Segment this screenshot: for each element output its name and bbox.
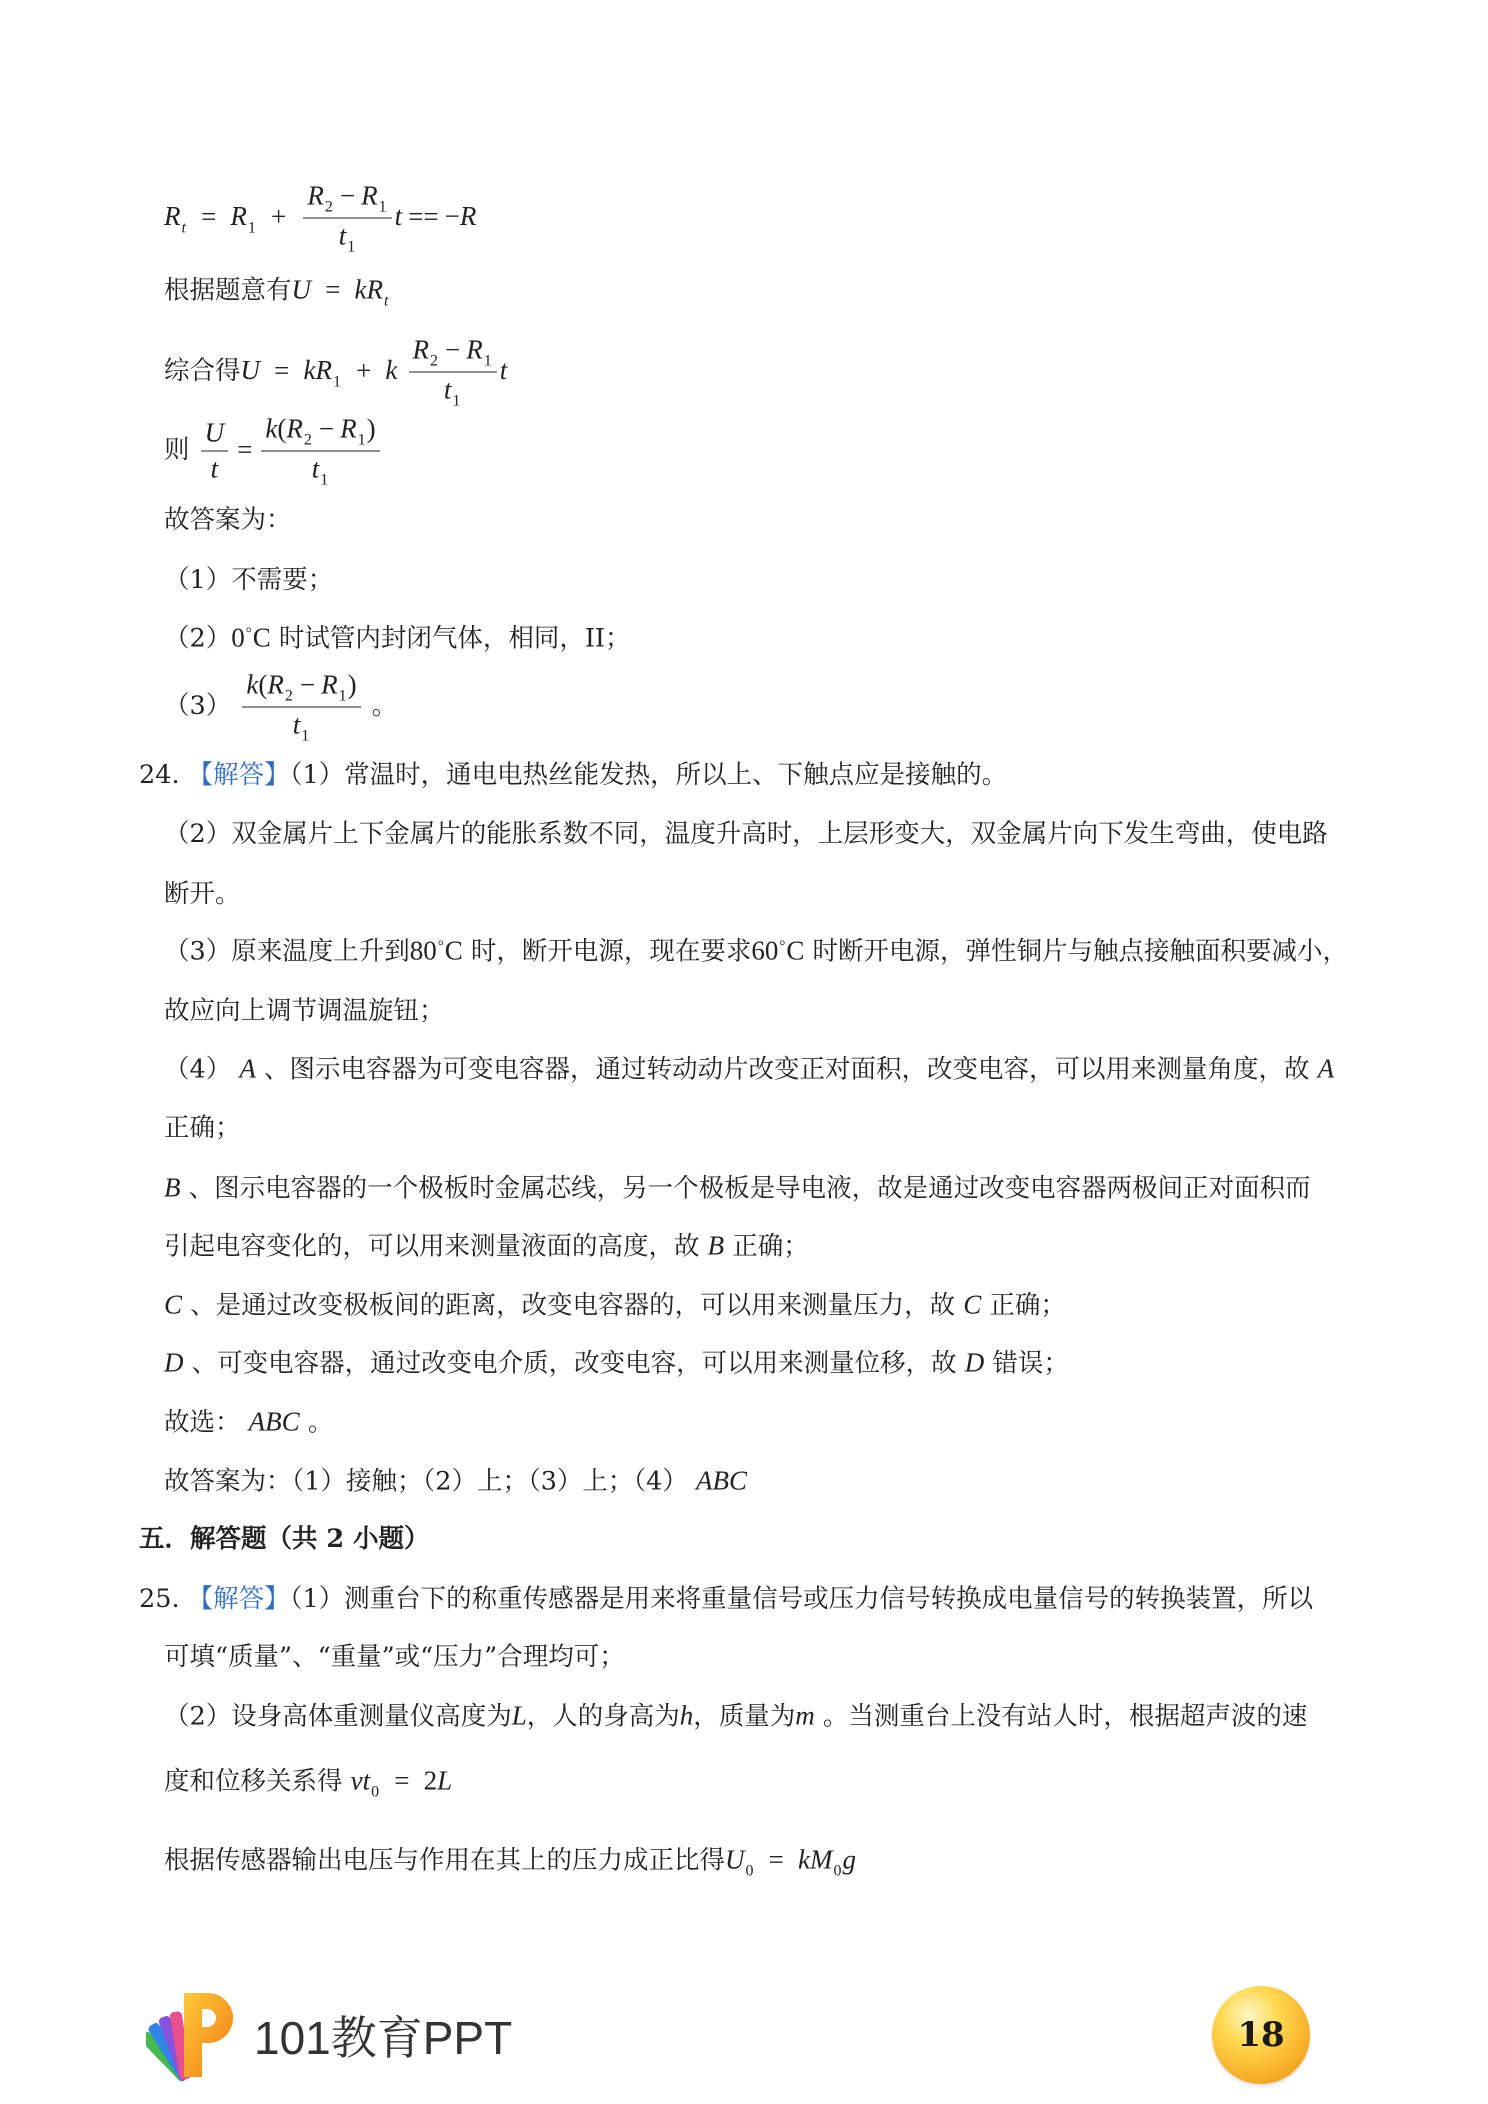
q24-line-3 — [164, 876, 241, 912]
line-text: 根据传感器输出电压与作用在其上的压力成正比得 — [164, 1845, 726, 1876]
answer-3 — [164, 670, 397, 745]
math-paren: ) — [347, 669, 357, 700]
math-subscript: 1 — [320, 471, 329, 489]
line-text: 。当测重台上没有站人时，根据超声波的速 — [822, 1701, 1308, 1732]
line-text: 、图示电容器的一个极板时金属芯线，另一个极板是导电液，故是通过改变电容器两极间正对面积而 — [188, 1173, 1311, 1204]
line-text: 度和位移关系得 — [164, 1766, 343, 1797]
math-symbol: k — [385, 355, 398, 385]
math-symbol: C — [164, 1289, 183, 1320]
degree-sign: ° — [779, 938, 786, 955]
q24-line-9 — [164, 1228, 809, 1265]
math-subscript: 1 — [483, 352, 492, 370]
question-number: 25. — [139, 1584, 180, 1614]
fraction-denominator — [409, 373, 497, 410]
math-operator: − — [444, 201, 460, 231]
question-number: 24. — [139, 760, 180, 790]
math-symbol: L — [511, 1700, 527, 1731]
math-subscript: t — [383, 292, 389, 310]
math-paren: ( — [277, 413, 287, 444]
footer-logo — [146, 1987, 512, 2083]
line-text: 综合得 — [164, 356, 241, 386]
q25-line-3 — [164, 1698, 1307, 1735]
q24-line-1 — [139, 757, 1007, 793]
solution-tag: 【解答】 — [187, 1584, 290, 1614]
q25-line-5 — [164, 1842, 856, 1883]
math-paren: ) — [366, 413, 376, 444]
math-unit: C — [786, 935, 805, 966]
math-symbol: k — [265, 413, 278, 444]
ratio-line — [164, 414, 383, 489]
line-text: （1）不需要； — [164, 565, 334, 595]
line-text: （2） — [164, 623, 232, 654]
math-operator: − — [445, 334, 461, 365]
math-subscript: t — [181, 219, 186, 236]
line-text: 故应向上调节调温旋钮； — [164, 996, 445, 1026]
q24-line-5 — [164, 993, 445, 1029]
math-symbol: B — [164, 1172, 181, 1203]
fraction-denominator — [261, 452, 379, 489]
math-operator: + — [356, 355, 372, 385]
line-text: 故答案为：（1）接触；（2）上；（3）上；（4） — [164, 1466, 688, 1497]
q24-line-2 — [164, 816, 1328, 852]
page-number-badge — [1212, 1986, 1310, 2084]
math-symbol: R — [340, 413, 357, 444]
math-symbol: t — [443, 374, 452, 405]
math-symbol: R — [466, 334, 483, 365]
math-symbol: U — [240, 355, 261, 385]
math-operator: = — [274, 355, 290, 385]
q24-line-6 — [164, 1051, 1334, 1088]
math-symbol: t — [210, 453, 219, 484]
math-symbol: L — [437, 1765, 453, 1796]
fraction-numerator — [261, 414, 379, 452]
math-unit: C — [444, 935, 463, 966]
math-symbol: U — [725, 1844, 745, 1875]
line-text: （3） — [164, 691, 232, 721]
math-symbol: R — [286, 413, 303, 444]
math-operator: = — [325, 274, 341, 305]
fraction-numerator — [201, 418, 229, 452]
math-symbol: kM — [797, 1844, 833, 1875]
math-symbol: t — [292, 709, 301, 740]
degree-sign: ° — [245, 625, 252, 642]
fraction-denominator — [201, 452, 229, 485]
math-symbol: kR — [303, 355, 332, 385]
math-symbol: t — [311, 453, 320, 484]
math-number: 80 — [409, 935, 437, 966]
math-symbol: m — [795, 1700, 815, 1731]
fraction-numerator — [303, 181, 391, 219]
line-text: 、是通过改变极板间的距离，改变电容器的，可以用来测量压力，故 — [190, 1290, 956, 1321]
line-text: 、可变电容器，通过改变电介质，改变电容，可以用来测量位移，故 — [191, 1348, 957, 1379]
page-number: 18 — [1237, 2015, 1285, 2055]
fraction-denominator — [242, 708, 360, 745]
math-subscript: 2 — [430, 352, 438, 370]
q24-line-12 — [164, 1404, 333, 1441]
math-subscript: 2 — [284, 687, 293, 705]
math-symbol: R — [321, 669, 338, 700]
answer-label — [164, 502, 292, 538]
line-text: 正确； — [989, 1290, 1066, 1321]
q24-line-11 — [164, 1345, 1069, 1382]
line-text: 。 — [371, 691, 398, 721]
p-fan-logo-icon — [146, 1987, 238, 2083]
line-text: 故选： — [164, 1407, 241, 1438]
math-symbol: ABC — [248, 1406, 300, 1437]
math-symbol: ABC — [696, 1465, 748, 1496]
math-number: 2 — [423, 1765, 438, 1796]
math-number: 60 — [751, 935, 779, 966]
math-operator: − — [339, 180, 356, 211]
math-symbol: B — [707, 1230, 725, 1261]
line-text: （2）双金属片上下金属片的能胀系数不同，温度升高时，上层形变大，双金属片向下发生弯曲，使电路 — [164, 819, 1328, 849]
math-operator: − — [299, 669, 316, 700]
math-subscript: 1 — [332, 373, 341, 390]
q24-line-4 — [164, 933, 1348, 974]
q24-line-7 — [164, 1110, 241, 1146]
math-symbol: h — [679, 1700, 694, 1731]
math-operator: + — [271, 201, 287, 231]
math-subscript: 2 — [303, 431, 312, 449]
math-subscript: 0 — [371, 1783, 380, 1801]
math-symbol: k — [246, 669, 259, 700]
fraction — [242, 670, 360, 745]
math-symbol: R — [307, 180, 324, 211]
line-text: 正确； — [164, 1113, 241, 1143]
fraction-numerator — [242, 670, 360, 708]
math-operator: − — [318, 413, 335, 444]
math-subscript: 1 — [301, 727, 310, 745]
math-symbol: R — [230, 201, 247, 231]
math-symbol: kR — [354, 274, 383, 305]
math-operator: = — [394, 1765, 410, 1796]
math-symbol: R — [412, 334, 429, 365]
math-subscript: 1 — [452, 392, 461, 410]
fraction — [201, 418, 229, 485]
math-subscript: 1 — [347, 238, 356, 256]
answer-2 — [164, 620, 631, 661]
fraction — [303, 181, 391, 256]
line-text: ，质量为 — [693, 1701, 796, 1732]
math-subscript: 0 — [833, 1862, 842, 1880]
math-symbol: A — [1317, 1053, 1335, 1084]
line-text: 错误； — [992, 1348, 1069, 1379]
math-symbol: A — [239, 1053, 256, 1084]
math-symbol: R — [267, 669, 284, 700]
math-operator: = — [201, 201, 217, 231]
q25-line-2 — [164, 1639, 625, 1675]
math-symbol: C — [963, 1289, 982, 1320]
combined-line — [164, 335, 507, 410]
math-paren: ( — [258, 669, 268, 700]
line-text: （1）常温时，通电电热丝能发热，所以上、下触点应是接触的。 — [289, 760, 1008, 790]
math-symbol: vt — [350, 1765, 371, 1796]
math-subscript: 1 — [338, 687, 347, 705]
math-symbol: U — [204, 417, 225, 448]
math-symbol: R — [164, 201, 181, 231]
q25-line-1 — [139, 1581, 1313, 1617]
line-text: 正确； — [732, 1231, 809, 1262]
line-text: （1）测重台下的称重传感器是用来将重量信号或压力信号转换成电量信号的转换装置，所以 — [289, 1584, 1314, 1614]
line-text: ，人的身高为 — [526, 1701, 680, 1732]
math-subscript: 1 — [247, 219, 256, 236]
q25-line-4 — [164, 1763, 452, 1804]
line-text: 。 — [307, 1407, 334, 1438]
line-text: 、图示电容器为可变电容器，通过转动动片改变正对面积，改变电容，可以用来测量角度，故 — [263, 1054, 1310, 1085]
answer-1 — [164, 562, 333, 598]
math-number: 0 — [231, 622, 245, 653]
math-subscript: 0 — [745, 1862, 754, 1880]
fraction — [409, 335, 497, 410]
math-symbol: R — [361, 180, 378, 211]
formula-rt — [164, 181, 476, 256]
fraction-denominator — [303, 219, 391, 256]
math-operator: = — [768, 1844, 784, 1875]
q24-line-8 — [164, 1170, 1311, 1207]
fraction-numerator — [409, 335, 497, 373]
math-symbol: D — [164, 1347, 184, 1378]
line-text: 断开。 — [164, 879, 241, 909]
math-symbol: R — [459, 201, 477, 231]
line-text: 引起电容变化的，可以用来测量液面的高度，故 — [164, 1231, 700, 1262]
math-subscript: 1 — [378, 198, 387, 216]
line-text: （4） — [164, 1054, 232, 1085]
given-line — [164, 272, 389, 313]
line-text: 时，断开电源，现在要求 — [470, 936, 752, 967]
math-subscript: 1 — [357, 431, 366, 449]
logo-text: 101教育PPT — [254, 2012, 513, 2064]
math-symbol: g — [842, 1844, 856, 1875]
section-heading — [139, 1521, 430, 1557]
math-unit: C — [252, 622, 271, 653]
line-text: 时试管内封闭气体，相同，II； — [278, 623, 631, 654]
math-symbol: t — [338, 220, 347, 251]
line-text: （2）设身高体重测量仪高度为 — [164, 1701, 512, 1732]
line-text: （3）原来温度上升到 — [164, 936, 410, 967]
fraction — [261, 414, 379, 489]
solution-tag: 【解答】 — [187, 760, 290, 790]
math-symbol: t — [394, 201, 403, 231]
math-subscript: 2 — [324, 198, 333, 216]
line-text: 则 — [164, 435, 190, 465]
math-symbol: D — [964, 1347, 985, 1378]
degree-sign: ° — [437, 938, 444, 955]
q24-line-13 — [164, 1463, 747, 1500]
math-symbol: U — [291, 274, 312, 305]
line-text: 可填“质量”、“重量”或“压力”合理均可； — [164, 1642, 625, 1672]
line-text: 根据题意有 — [164, 275, 292, 306]
q24-line-10 — [164, 1287, 1066, 1324]
math-operator: == — [408, 201, 439, 231]
line-text: 时断开电源，弹性铜片与触点接触面积要减小， — [812, 936, 1349, 967]
line-text: 故答案为： — [164, 505, 292, 535]
math-operator: = — [237, 434, 253, 464]
math-symbol: t — [499, 355, 508, 385]
section-title: 五．解答题（共 2 小题） — [139, 1524, 430, 1554]
